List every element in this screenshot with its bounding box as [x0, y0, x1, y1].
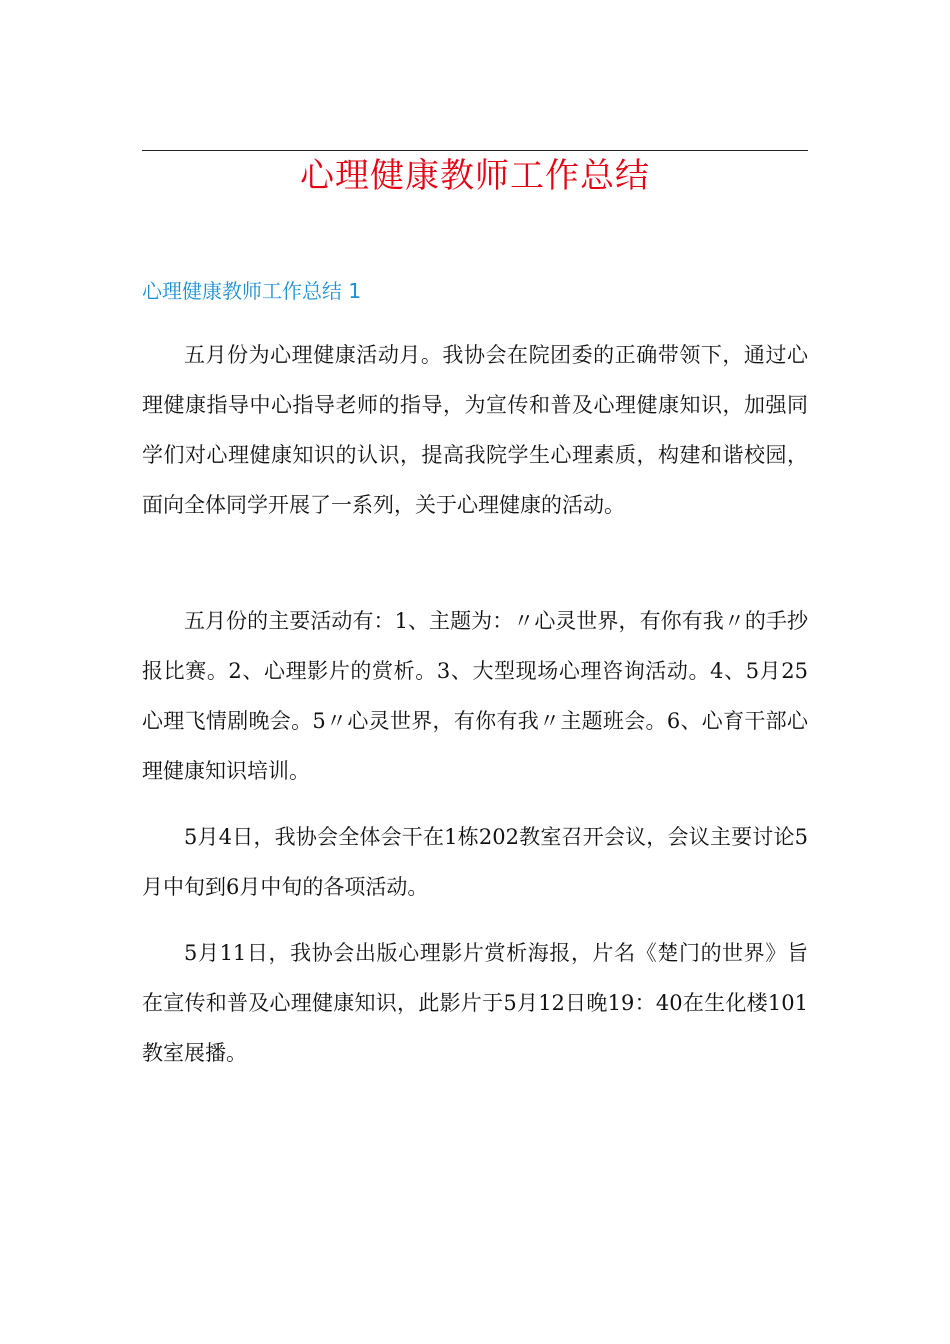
document-title: 心理健康教师工作总结 — [300, 156, 650, 196]
paragraph-3: 5月4日，我协会全体会干在1栋202教室召开会议，会议主要讨论5月中旬到6月中旬的各项活动。 — [142, 825, 808, 899]
paragraph-1: 五月份为心理健康活动月。我协会在院团委的正确带领下，通过心理健康指导中心指导老师的指导，为宣传和普及心理健康知识，加强同学们对心理健康知识的认识，提高我院学生心理素质，构建和谐校园，面向全体同学开展了一系列，关于心理健康的活动。 — [142, 343, 808, 517]
paragraph-4: 5月11日，我协会出版心理影片赏析海报，片名《楚门的世界》旨在宣传和普及心理健康知识，此影片于5月12日晚19：40在生化楼101教室展播。 — [142, 941, 808, 1065]
paragraph-2: 五月份的主要活动有：1、主题为：〃心灵世界，有你有我〃的手抄报比赛。2、心理影片的赏析。3、大型现场心理咨询活动。4、5月25心理飞情剧晚会。5〃心灵世界，有你有我〃主题班会。6、心育干部心理健康知识培训。 — [142, 609, 808, 783]
section-heading: 心理健康教师工作总结 1 — [142, 279, 362, 303]
